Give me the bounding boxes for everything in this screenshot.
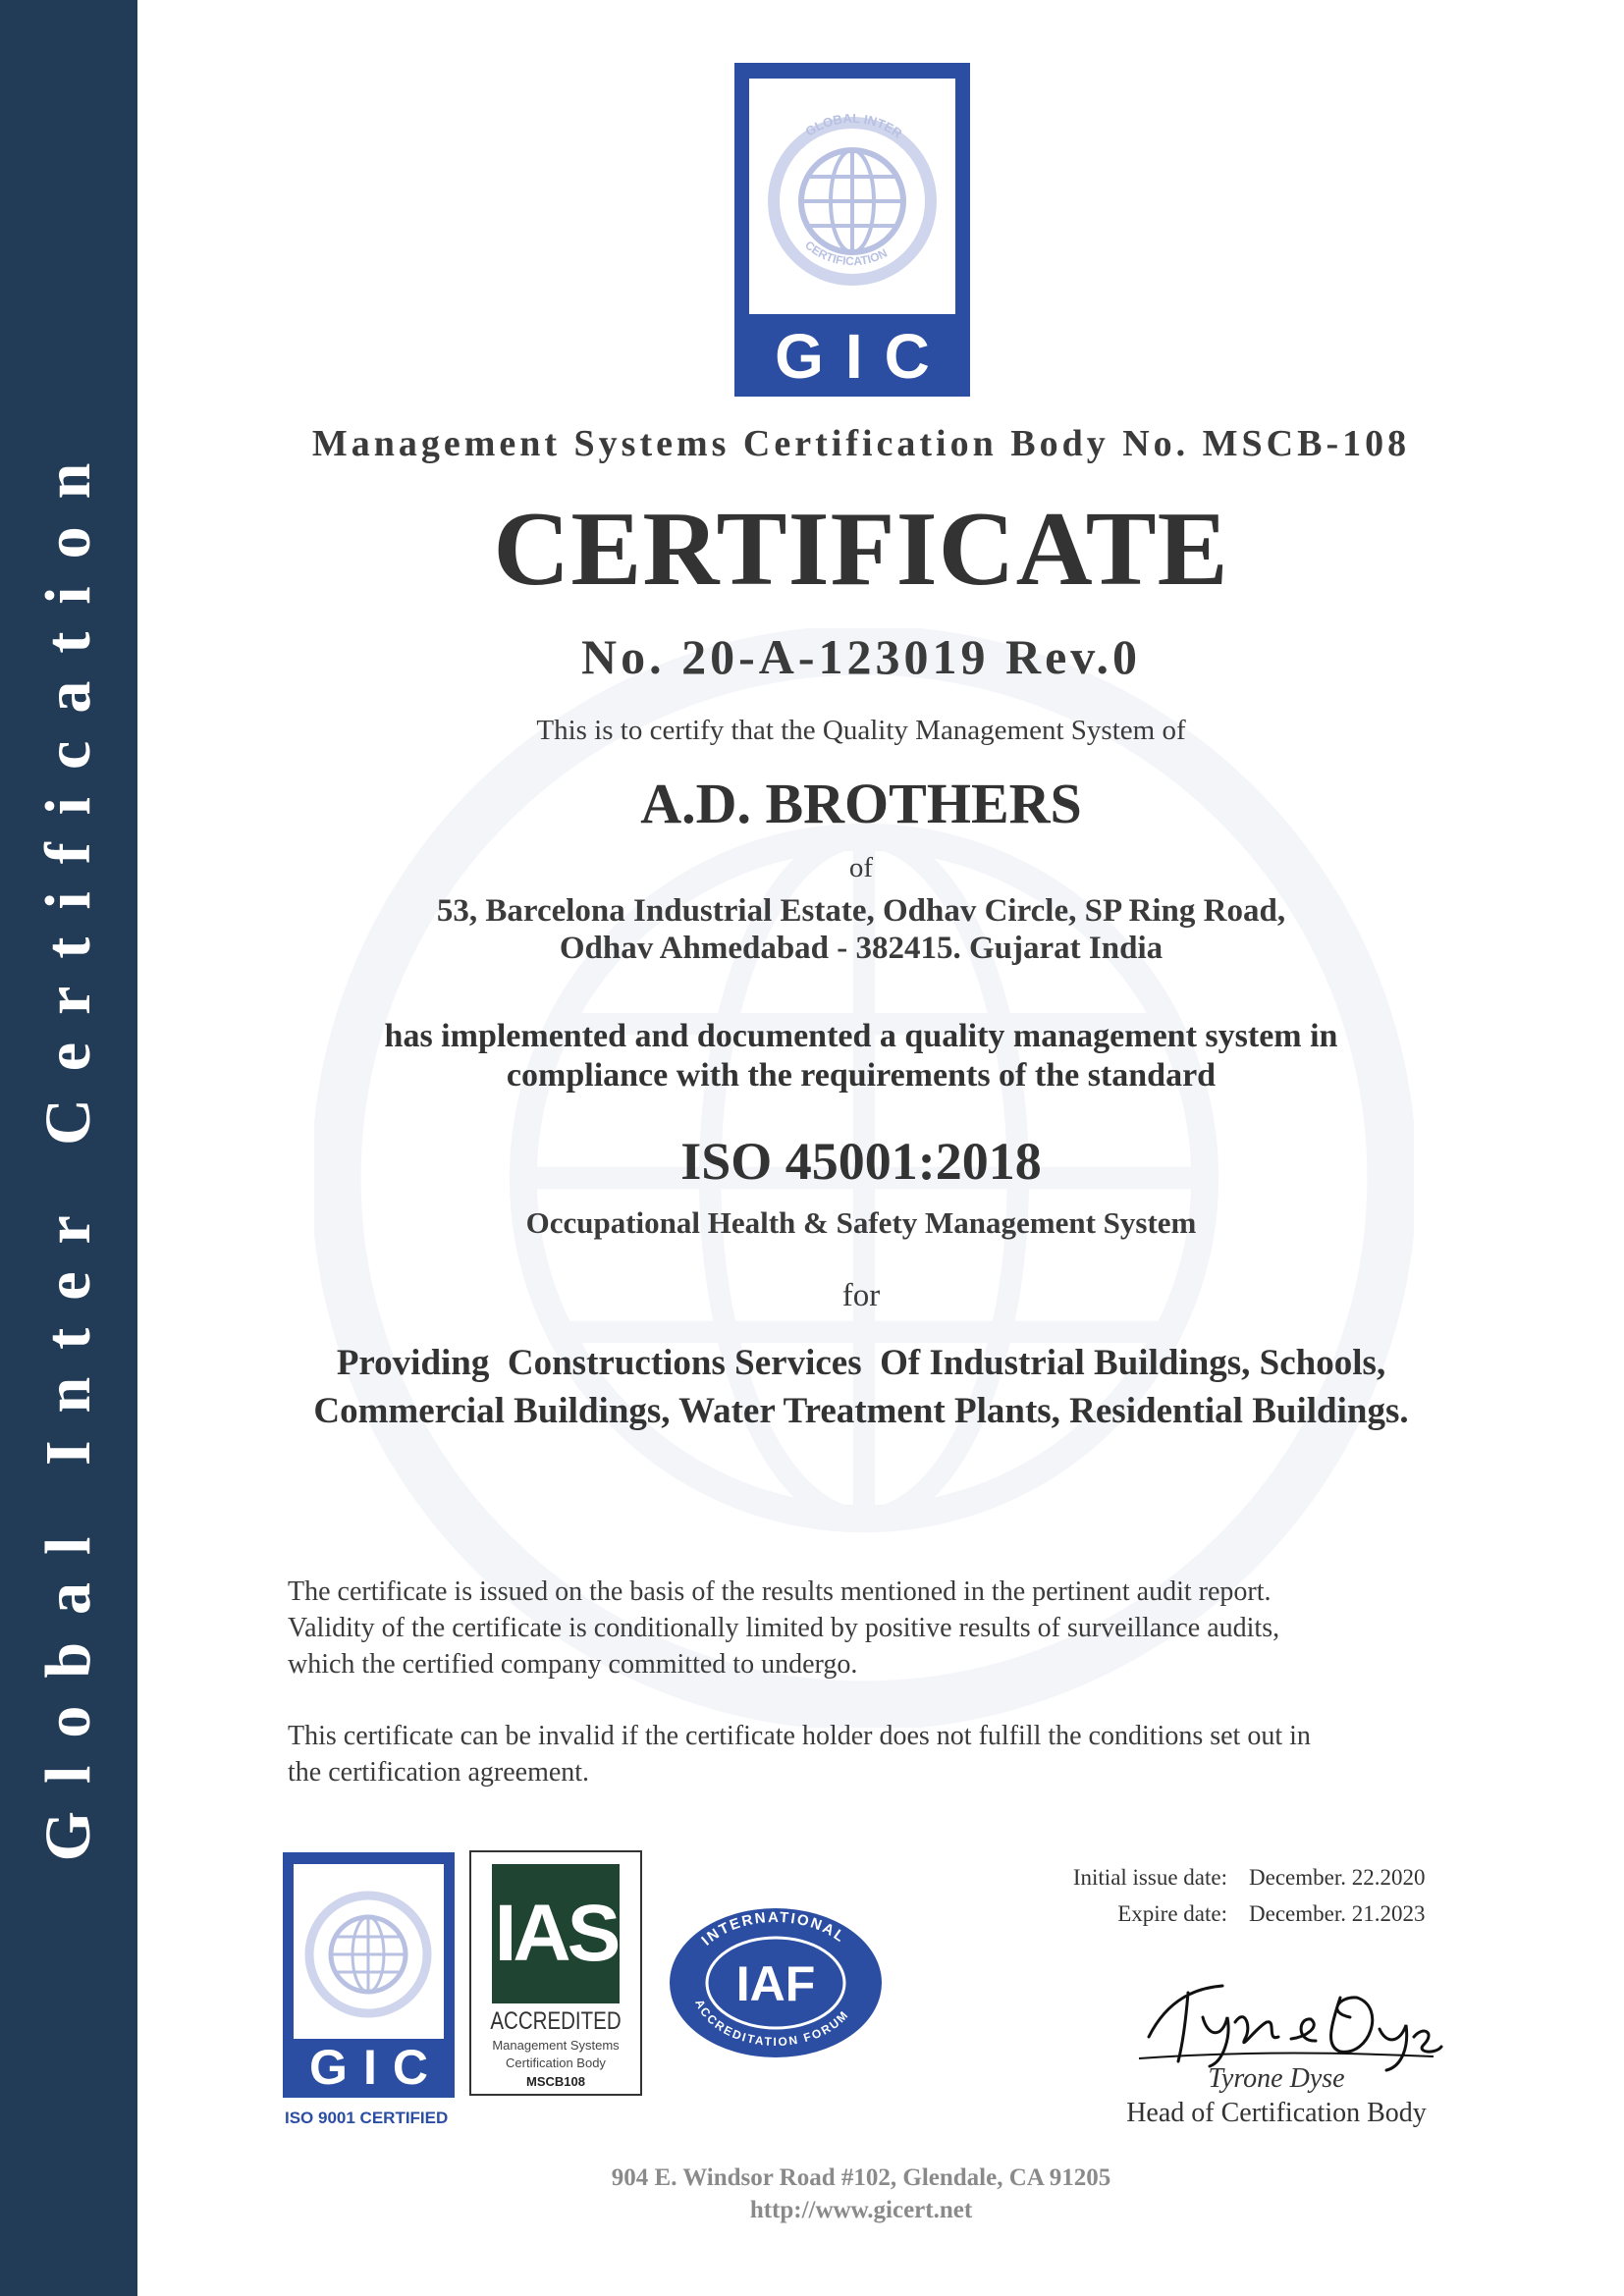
gic-letters: GIC xyxy=(775,321,951,392)
expire-label: Expire date: xyxy=(1117,1901,1227,1926)
for-text: for xyxy=(841,1278,881,1313)
certificate-number: No. 20-A-123019 Rev.0 xyxy=(580,629,1142,684)
certificate-title: CERTIFICATE xyxy=(493,491,1229,608)
statement-line-2: compliance with the requirements of the standard xyxy=(506,1057,1217,1094)
company-address xyxy=(137,892,1585,967)
sidebar-text: Global Inter Certification xyxy=(32,435,104,1862)
expire-value: December. 21.2023 xyxy=(1249,1901,1426,1926)
signatory-name: Tyrone Dyse xyxy=(1208,2063,1345,2094)
gic-logo xyxy=(734,63,970,397)
sidebar-band xyxy=(0,0,137,2296)
address-line-1: 53, Barcelona Industrial Estate, Odhav Circle, SP Ring Road, xyxy=(436,893,1286,929)
gic-badge-letters: GIC xyxy=(309,2040,444,2095)
standard-description: Occupational Health & Safety Management System xyxy=(525,1205,1197,1240)
iso9001-label: ISO 9001 CERTIFIED xyxy=(285,2109,449,2127)
company-name: A.D. BROTHERS xyxy=(640,772,1082,835)
ias-desc-line: Certification Body xyxy=(506,2056,606,2070)
of-text: of xyxy=(848,852,874,883)
scope-line-1: Providing Constructions Services Of Industrial Buildings, Schools, xyxy=(336,1343,1386,1383)
iaf-letters: IAF xyxy=(735,1956,816,2011)
iaf-logo-icon xyxy=(668,1904,884,2061)
gic-badge xyxy=(283,1852,455,2098)
ias-code: MSCB108 xyxy=(526,2074,585,2089)
signatory xyxy=(1080,2061,1473,2130)
iaf-ring-top: INTERNATIONAL xyxy=(698,1908,849,1949)
signatory-title: Head of Certification Body xyxy=(1126,2098,1427,2128)
signature-icon xyxy=(1129,1968,1443,2076)
statement-line-1: has implemented and documented a quality management system in xyxy=(384,1018,1338,1054)
certificate-dates xyxy=(1001,1859,1475,1932)
compliance-statement xyxy=(137,1017,1585,1095)
condition-line: Validity of the certificate is conditionally limited by positive results of surveillance audits, xyxy=(288,1613,1280,1643)
conditions-paragraph-1 xyxy=(288,1574,1446,1682)
footer-address: 904 E. Windsor Road #102, Glendale, CA 91205 xyxy=(611,2164,1111,2191)
condition-line: The certificate is issued on the basis of the results mentioned in the pertinent audit report. xyxy=(288,1576,1272,1607)
condition-line: This certificate can be invalid if the certificate holder does not fulfill the conditions set out in xyxy=(288,1721,1311,1751)
initial-issue-label: Initial issue date: xyxy=(1072,1865,1227,1890)
scope-line-2: Commercial Buildings, Water Treatment Plants, Residential Buildings. xyxy=(313,1391,1409,1431)
certification-body-title: Management Systems Certification Body No. MSCB-108 xyxy=(311,423,1411,464)
footer-website[interactable]: http://www.gicert.net xyxy=(749,2197,973,2223)
certification-scope xyxy=(137,1339,1585,1435)
ias-description xyxy=(471,2037,640,2072)
ring-text-bottom: CERTIFICATION xyxy=(802,238,890,269)
iaf-ring-bottom: ACCREDITATION FORUM xyxy=(692,1997,852,2050)
ring-text-top: GLOBAL INTER xyxy=(802,110,905,141)
address-line-2: Odhav Ahmedabad - 382415. Gujarat India xyxy=(559,931,1164,966)
condition-line: the certification agreement. xyxy=(288,1757,590,1788)
ias-accredited: ACCREDITED xyxy=(490,2007,622,2035)
initial-issue-value: December. 22.2020 xyxy=(1249,1865,1426,1890)
ias-badge xyxy=(469,1850,642,2096)
ias-logo: IAS xyxy=(492,1864,620,2003)
globe-icon xyxy=(294,1864,444,2039)
condition-line: which the certified company committed to undergo. xyxy=(288,1649,858,1680)
globe-icon xyxy=(749,79,955,314)
ias-desc-line: Management Systems xyxy=(492,2038,620,2053)
standard-name: ISO 45001:2018 xyxy=(680,1132,1042,1191)
certify-intro: This is to certify that the Quality Management System of xyxy=(536,715,1186,746)
conditions-paragraph-2 xyxy=(288,1718,1446,1790)
